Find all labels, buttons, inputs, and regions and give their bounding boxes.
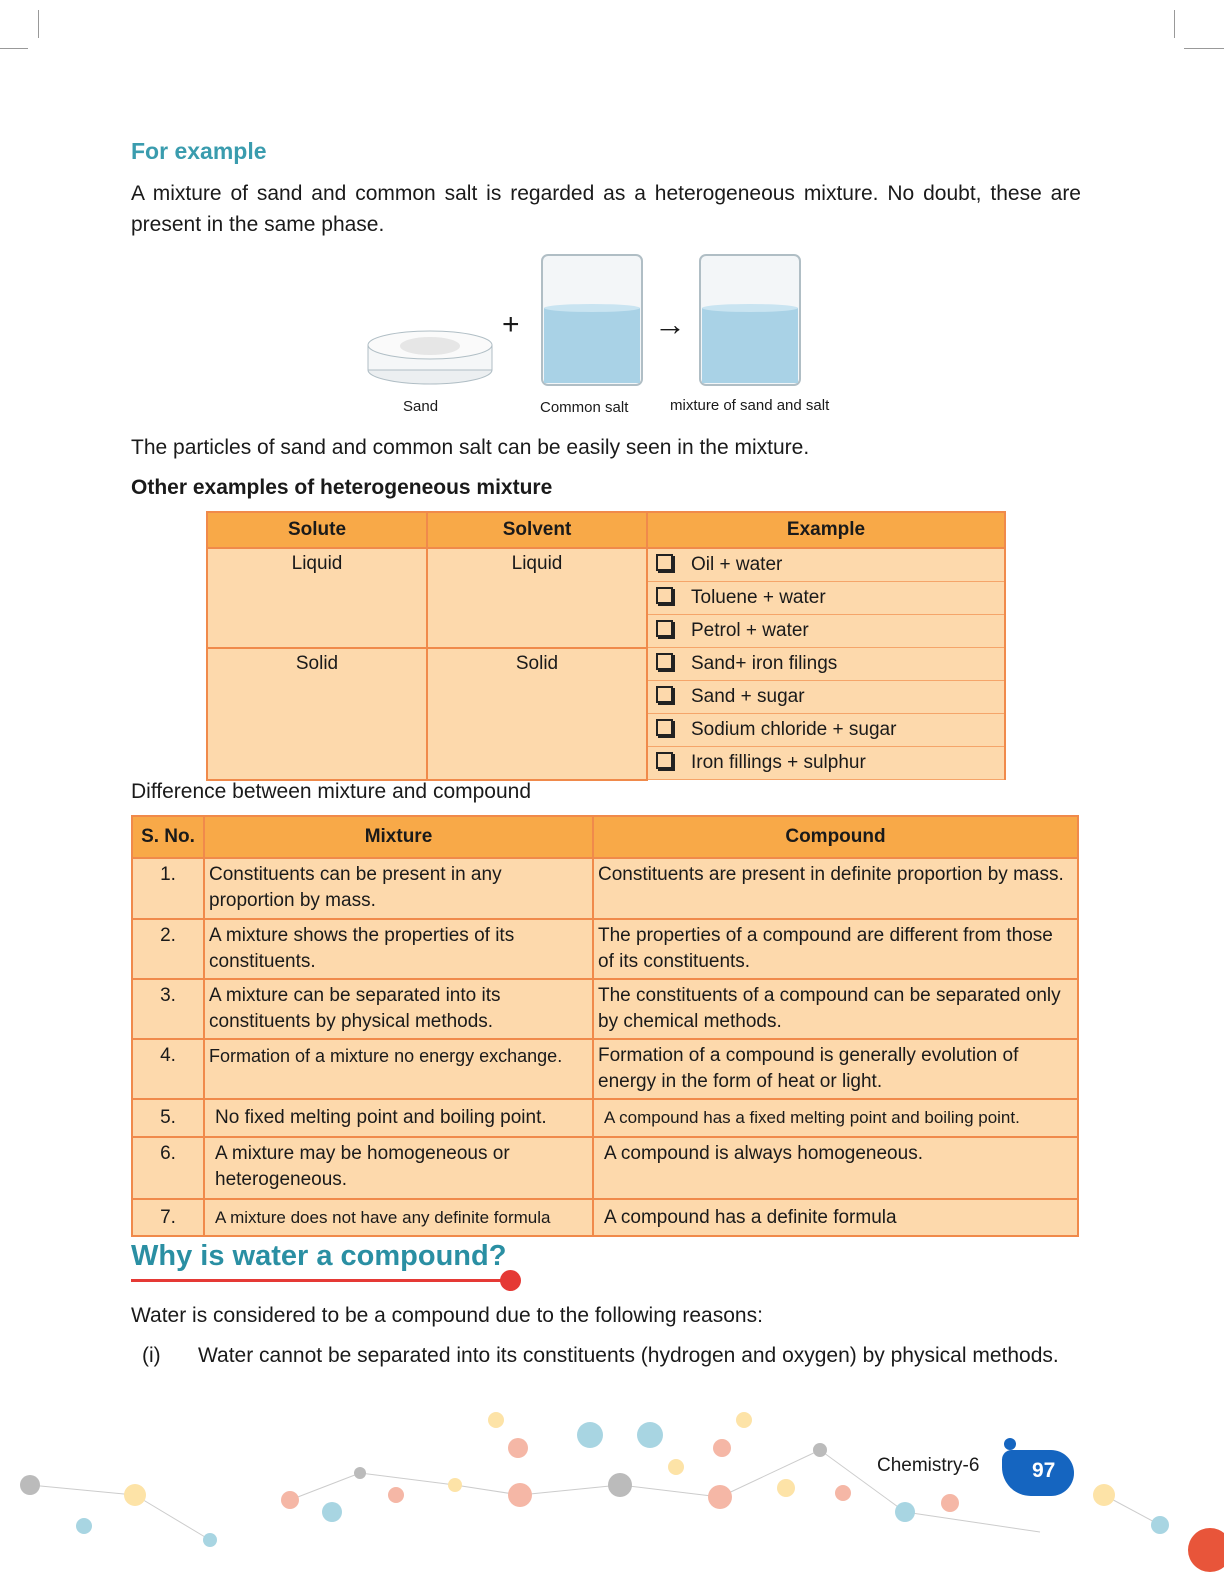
page-number: 97 [1032, 1459, 1056, 1482]
example-text: Oil + water [691, 554, 783, 575]
book-title: Chemistry-6 [877, 1455, 980, 1476]
example-text: Iron fillings + sulphur [691, 752, 866, 773]
solute-cell: Liquid [207, 548, 427, 648]
example-cell [647, 648, 1005, 681]
table-row [132, 1039, 1078, 1099]
solute-cell: Solid [207, 648, 427, 780]
caption-common-salt: Common salt [540, 399, 629, 416]
mixture-cell: A mixture can be separated into its constituents by physical methods. [204, 979, 593, 1039]
col-header: S. No. [132, 816, 204, 858]
solvent-cell: Solid [427, 648, 647, 780]
example-cell [647, 747, 1005, 780]
heading-underline [131, 1279, 509, 1282]
compound-cell: A compound has a definite formula [593, 1199, 1078, 1236]
mixture-compound-table [131, 815, 1079, 1237]
table-row [132, 1137, 1078, 1199]
mixture-cell: A mixture does not have any definite formula [204, 1199, 593, 1236]
crop-mark [1184, 48, 1224, 49]
particles-text: The particles of sand and common salt can be easily seen in the mixture. [131, 436, 810, 459]
sno-cell: 4. [132, 1039, 204, 1099]
caption-sand: Sand [403, 398, 439, 415]
caption-mixture: mixture of sand and salt [670, 397, 830, 414]
checkbox-icon [656, 653, 673, 670]
difference-heading: Difference between mixture and compound [131, 780, 532, 803]
col-header: Solute [207, 512, 427, 548]
compound-cell: Formation of a compound is generally evolution of energy in the form of heat or light. [593, 1039, 1078, 1099]
mixture-cell: Formation of a mixture no energy exchange. [204, 1039, 593, 1099]
example-text: Sodium chloride + sugar [691, 719, 897, 740]
example-text: Sand + sugar [691, 686, 805, 707]
example-cell [647, 681, 1005, 714]
compound-cell: A compound has a fixed melting point and boiling point. [593, 1099, 1078, 1137]
table-row [207, 648, 1005, 681]
heterogeneous-examples-table [206, 511, 1006, 781]
beaker-icon [538, 250, 648, 390]
sno-cell: 3. [132, 979, 204, 1039]
example-text: Petrol + water [691, 620, 809, 641]
compound-cell: Constituents are present in definite proportion by mass. [593, 858, 1078, 919]
checkbox-icon [656, 686, 673, 703]
compound-cell: A compound is always homogeneous. [593, 1137, 1078, 1199]
heading-dot [500, 1270, 521, 1291]
checkbox-icon [656, 620, 673, 637]
crop-mark [0, 48, 28, 49]
col-header: Example [647, 512, 1005, 548]
table-row [132, 1099, 1078, 1137]
table-row [132, 979, 1078, 1039]
other-examples-heading: Other examples of heterogeneous mixture [131, 476, 553, 499]
col-header: Solvent [427, 512, 647, 548]
crop-mark [38, 10, 39, 38]
mixture-cell: No fixed melting point and boiling point. [204, 1099, 593, 1137]
mixture-cell: Constituents can be present in any proportion by mass. [204, 858, 593, 919]
mixture-cell: A mixture shows the properties of its constituents. [204, 919, 593, 979]
arrow: → [654, 306, 686, 342]
sno-cell: 5. [132, 1099, 204, 1137]
checkbox-icon [656, 752, 673, 769]
example-text: Toluene + water [691, 587, 826, 608]
solvent-cell: Liquid [427, 548, 647, 648]
example-text: Sand+ iron filings [691, 653, 838, 674]
checkbox-icon [656, 587, 673, 604]
intro-paragraph: A mixture of sand and common salt is regarded as a heterogeneous mixture. No doubt, these are present in the same phase. [131, 182, 1081, 236]
table-row [132, 1199, 1078, 1236]
water-heading: Why is water a compound? [131, 1240, 507, 1272]
table-row [132, 858, 1078, 919]
col-header: Mixture [204, 816, 593, 858]
checkbox-icon [656, 554, 673, 571]
beaker-mixture-icon [696, 250, 806, 390]
mixture-cell: A mixture may be homogeneous or heterogeneous. [204, 1137, 593, 1199]
page-number-badge [1002, 1450, 1074, 1496]
example-cell [647, 615, 1005, 648]
table-row [207, 548, 1005, 582]
compound-cell: The constituents of a compound can be separated only by chemical methods. [593, 979, 1078, 1039]
bubble-icon [1004, 1438, 1016, 1450]
sno-cell: 7. [132, 1199, 204, 1236]
water-intro: Water is considered to be a compound due to the following reasons: [131, 1304, 763, 1327]
crop-mark [1174, 10, 1175, 38]
reason-number: (i) [142, 1344, 161, 1367]
col-header: Compound [593, 816, 1078, 858]
figure [366, 250, 866, 420]
example-cell [647, 714, 1005, 747]
reason-text: Water cannot be separated into its constituents (hydrogen and oxygen) by physical methods. [198, 1344, 1059, 1367]
sno-cell: 6. [132, 1137, 204, 1199]
checkbox-icon [656, 719, 673, 736]
plus-sign: + [502, 308, 520, 341]
sno-cell: 2. [132, 919, 204, 979]
example-cell [647, 582, 1005, 615]
compound-cell: The properties of a compound are different from those of its constituents. [593, 919, 1078, 979]
sno-cell: 1. [132, 858, 204, 919]
section-heading: For example [131, 138, 267, 164]
example-cell [647, 548, 1005, 582]
table-row [132, 919, 1078, 979]
